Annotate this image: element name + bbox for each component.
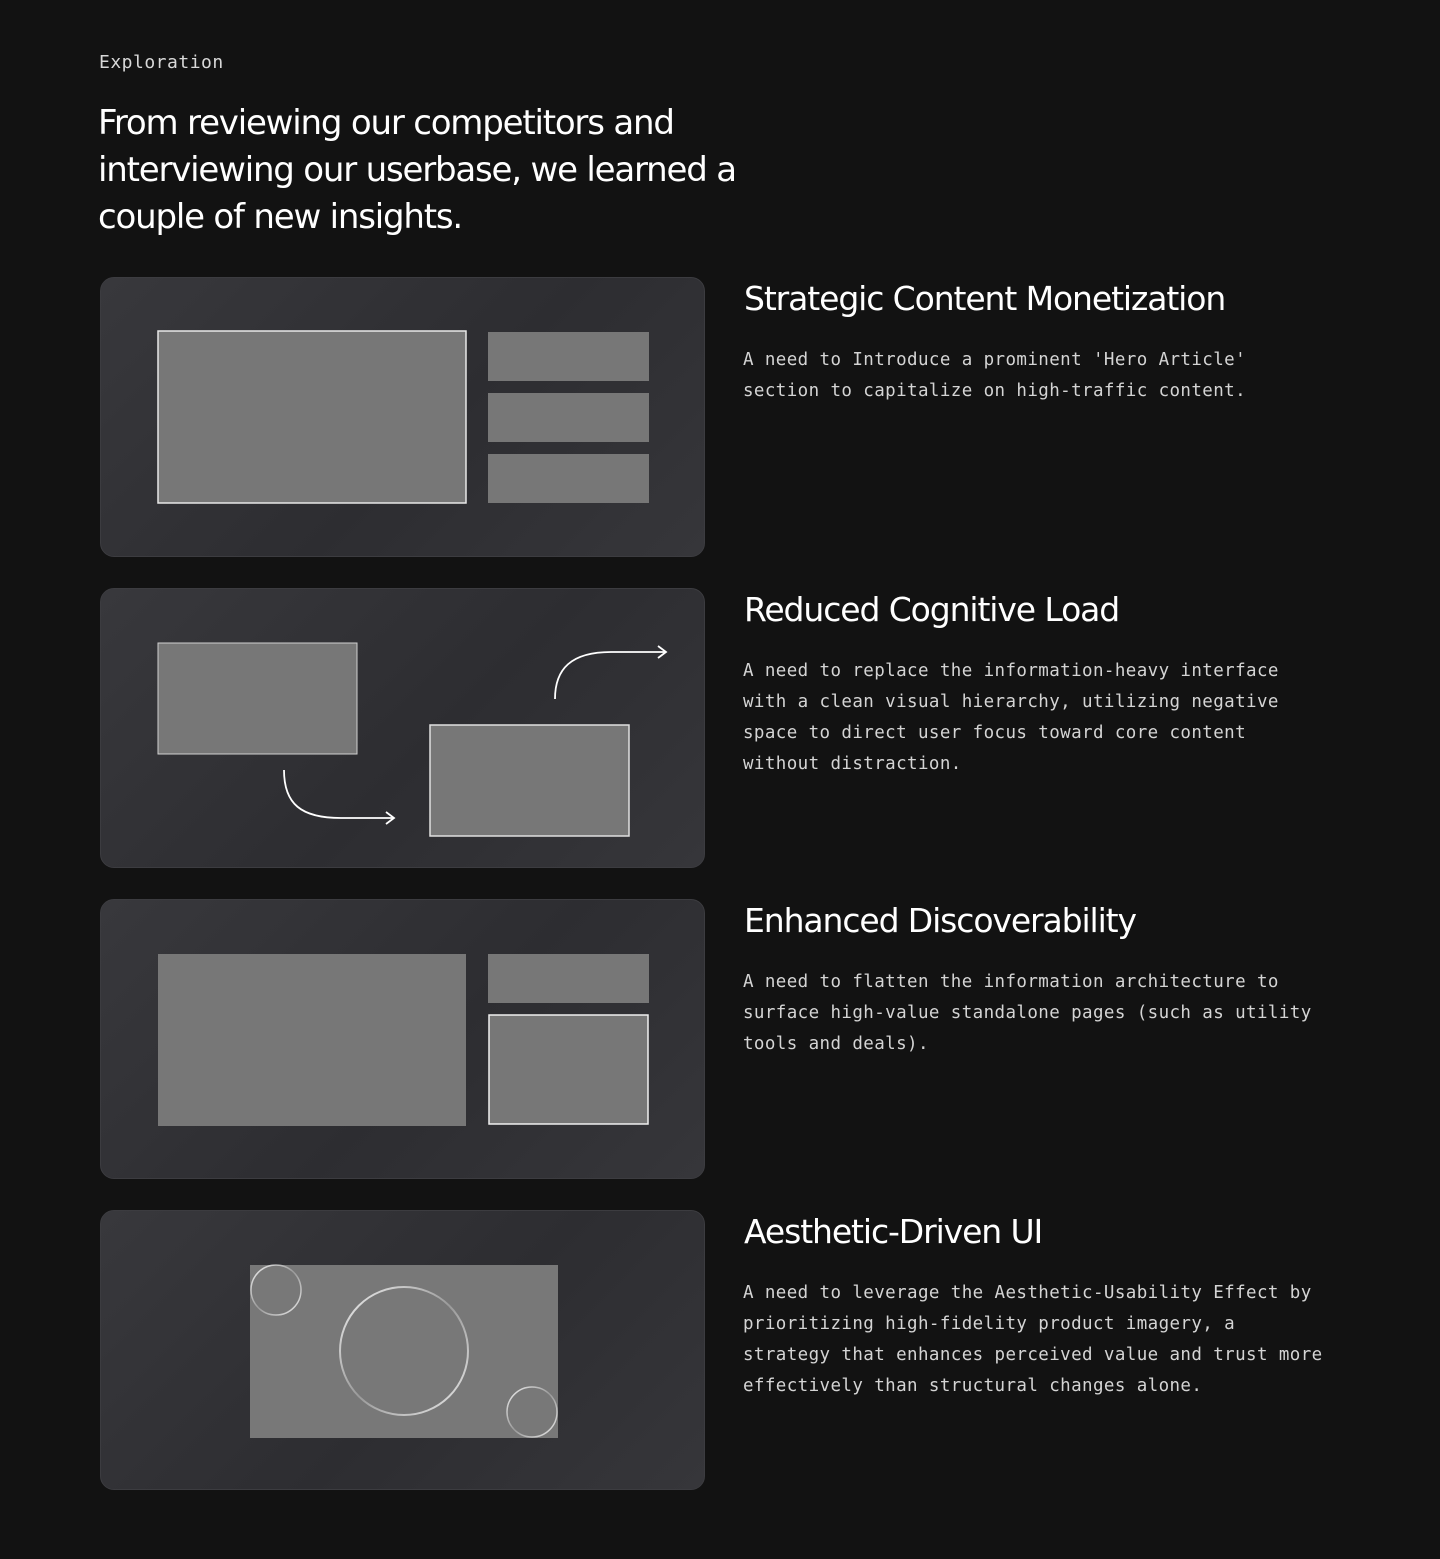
insight-row-cognitive-load (100, 588, 1340, 870)
insight-row-aesthetic (100, 1210, 1340, 1492)
insight-title: Reduced Cognitive Load (744, 590, 1120, 629)
insight-description: A need to leverage the Aesthetic-Usability Effect by prioritizing high-fidelity product imagery, a strategy that enhances perceived value and trust more effectively than structural changes alone. (743, 1283, 1323, 1396)
insight-row-discoverability (100, 899, 1340, 1181)
insight-description: A need to flatten the information architecture to surface high-value standalone pages (such as utility tools and deals). (743, 972, 1312, 1054)
side-article-block-1 (488, 332, 649, 381)
top-side-block (488, 954, 649, 1003)
main-content-block (158, 954, 466, 1126)
illustration-card-imagery (100, 1210, 705, 1490)
section-headline: From reviewing our competitors and interviewing our userbase, we learned a couple of new insights. (98, 103, 736, 237)
side-article-block-3 (488, 454, 649, 503)
standalone-page-block (489, 1015, 648, 1124)
insight-title: Enhanced Discoverability (744, 901, 1136, 940)
architecture-illustration (101, 900, 705, 1179)
insight-title: Strategic Content Monetization (744, 279, 1226, 318)
target-block (430, 725, 629, 836)
hero-layout-illustration (101, 278, 705, 557)
hero-article-block (158, 331, 466, 503)
flow-illustration (101, 589, 705, 868)
side-article-block-2 (488, 393, 649, 442)
insight-title: Aesthetic-Driven UI (744, 1212, 1043, 1251)
curved-arrow-up-icon (555, 652, 665, 699)
section-eyebrow: Exploration (99, 52, 224, 73)
illustration-card-flow (100, 588, 705, 868)
curved-arrow-icon (284, 770, 393, 818)
imagery-illustration (101, 1211, 705, 1490)
illustration-card-architecture (100, 899, 705, 1179)
source-block (158, 643, 357, 754)
insight-description: A need to replace the information-heavy interface with a clean visual hierarchy, utilizing negative space to direct user focus toward core content without distraction. (743, 661, 1279, 774)
product-image-block (250, 1265, 558, 1438)
insight-row-monetization (100, 277, 1340, 559)
insight-description: A need to Introduce a prominent 'Hero Article' section to capitalize on high-traffic content. (743, 350, 1247, 401)
illustration-card-hero-layout (100, 277, 705, 557)
